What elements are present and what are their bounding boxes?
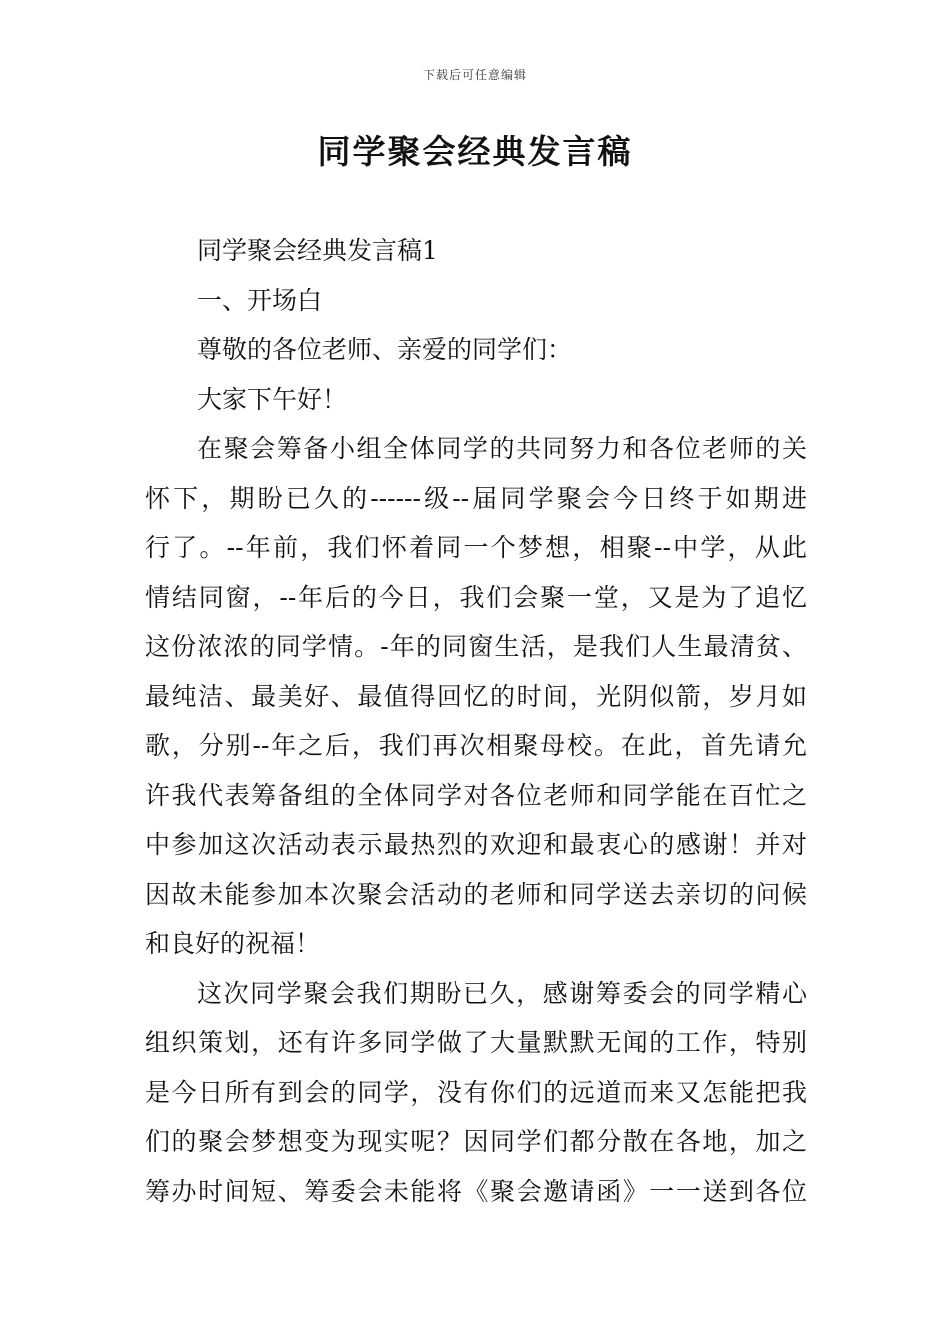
text-line: 们的聚会梦想变为现实呢？因同学们都分散在各地，加之 xyxy=(145,1127,807,1156)
text-line: 行了。--年前，我们怀着同一个梦想，相聚--中学，从此 xyxy=(145,533,807,562)
text-line: 这份浓浓的同学情。-年的同窗生活，是我们人生最清贫、 xyxy=(145,632,807,661)
text-line: 在聚会筹备小组全体同学的共同努力和各位老师的关 xyxy=(197,434,807,463)
text-line: 许我代表筹备组的全体同学对各位老师和同学能在百忙之 xyxy=(145,780,807,810)
text-line: 最纯洁、最美好、最值得回忆的时间，光阴似箭，岁月如 xyxy=(145,681,807,711)
text-line: 中参加这次活动表示最热烈的欢迎和最衷心的感谢！并对 xyxy=(145,830,807,859)
document-title: 同学聚会经典发言稿 xyxy=(317,132,633,171)
text-line: 筹办时间短、筹委会未能将《聚会邀请函》一一送到各位 xyxy=(145,1176,807,1206)
text-line: 一、开场白 xyxy=(197,285,323,315)
text-line: 因故未能参加本次聚会活动的老师和同学送去亲切的问候 xyxy=(145,879,807,909)
text-line: 这次同学聚会我们期盼已久，感谢筹委会的同学精心 xyxy=(197,978,807,1008)
text-line: 同学聚会经典发言稿1 xyxy=(197,236,438,265)
text-line: 情结同窗，--年后的今日，我们会聚一堂，又是为了追忆 xyxy=(145,582,807,612)
header-note: 下载后可任意编辑 xyxy=(422,68,527,82)
text-line: 歌，分别--年之后，我们再次相聚母校。在此，首先请允 xyxy=(145,731,807,760)
text-line: 尊敬的各位老师、亲爱的同学们： xyxy=(197,335,573,364)
text-line: 怀下，期盼已久的------级--届同学聚会今日终于如期进 xyxy=(145,483,807,513)
text-line: 是今日所有到会的同学，没有你们的远道而来又怎能把我 xyxy=(145,1077,807,1107)
text-line: 大家下午好！ xyxy=(197,384,348,414)
document-body xyxy=(145,226,807,1216)
text-line: 和良好的祝福！ xyxy=(145,929,321,958)
text-line: 组织策划，还有许多同学做了大量默默无闻的工作，特别 xyxy=(145,1028,807,1057)
